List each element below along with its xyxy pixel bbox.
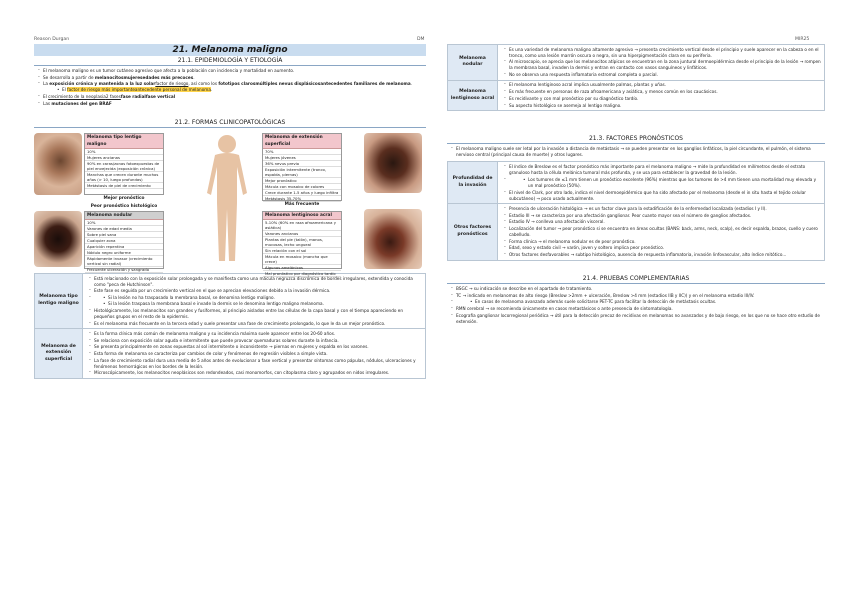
list-item: · Se presenta principalmente en zonas expuestas al sol intermitente o inconsistente → piernas en mujeres y espalda en los varones. — [89, 344, 423, 350]
lentigo-box: Melanoma tipo lentigo maligno 10% Mujeres ancianas 90% en caras/zonas fotoexpuestas de piel envejecida (exposición crónica) Manchas que crecen durante muchos años (> 10, luego profundas) Metástasis de piel de crecimiento — [84, 133, 164, 195]
list-item: · TC → indicado en melanomas de alto riesgo (Breslow >2mm + ulceración, Breslow >4 mm (estadios IIB y IIC)) y en el melanoma estadio III/IV. — [451, 293, 825, 299]
clinicopathologic-figure — [34, 131, 426, 276]
list-item: · Este fase es seguida por un crecimiento vertical en el que se aprecian elevaciones debido a la invasión dérmica. — [89, 288, 423, 294]
list-item: · Presencia de ulceración histológica → es un factor clave para la estadificación de la enfermedad localizada (estadios I y II). — [504, 206, 822, 212]
list-item: · La exposición crónica y mantenida a la luz solarfactor de riesgo, así como los fototipos clarosmúltiples nevus displásicosantecedentes familiares de melanoma. • El factor de riesgo más importanteantecedente personal de melanoma. — [38, 81, 426, 93]
forms-table-continued — [447, 44, 825, 111]
list-item: · RMN cerebral → se recomienda únicamente en casos metastásicos o ante presencia de sintomatología. — [451, 306, 825, 312]
row-label: Profundidad de la invasión — [448, 162, 498, 204]
list-item: · Es la forma clínica más común de melanoma maligno y su incidencia máxima suele aparecer entre los 20-60 años. — [89, 331, 423, 337]
header-author: Reason Durgan — [34, 37, 70, 42]
row-label: Melanoma nodular — [448, 45, 498, 81]
table-row — [448, 45, 825, 81]
lentigo-note: Mejor pronóstico — [103, 195, 145, 201]
row-label: Melanoma tipo lentigo maligno — [35, 273, 83, 328]
nodular-photo — [34, 211, 82, 267]
list-item: · El nivel de Clark, por otro lado, indica el nivel dermoepidérmico que ha sido afectado por el melanoma (desde el in situ hasta el tejido celular subcutáneo) → poco usado actualmente. — [504, 190, 822, 202]
section-title-epidemiology: 21.1. EPIDEMIOLOGÍA Y ETIOLOGÍA — [34, 57, 426, 66]
table-row — [448, 162, 825, 204]
extension-photo — [364, 133, 422, 193]
list-item: · Es recidivante y con mal pronóstico por su diagnóstico tardío. — [504, 96, 822, 102]
list-item: · El índice de Breslow es el factor pronóstico más importante para el melanoma maligno → mide la profundidad en milímetros desde el estrato granuloso hasta la célula melánica tumoral más profunda, y se usa para establecer la gravedad de la lesión. — [504, 164, 822, 176]
sub-list-item: • · Si la lesión no ha traspasado la membrana basal, se denomina lentigo maligno. — [103, 295, 423, 301]
sub-list-item: • · En casos de melanoma avanzado además suele solicitarse PET-TC para facilitar la detección de metástasis ocultas. — [470, 299, 825, 305]
sub-list-item: • El factor de riesgo más importanteantecedente personal de melanoma. — [57, 87, 426, 93]
list-item: · Al microscopio, se aprecia que los melanocitos atípicos se encuentran en la zona juntural dermoepidérmica desde el principio de la lesión → rompen la membrana basal, invaden la dermis y entran en contacto con vasos sanguíneos y linfáticos. — [504, 59, 822, 71]
table-row — [448, 80, 825, 110]
section-title-forms: 21.2. FORMAS CLINICOPATOLÓGICAS — [34, 119, 426, 128]
list-item: · Otros factores desfavorables → subtipo histológico, ausencia de respuesta inflamatoria, invasión linfovascular, alto índice mitótico... — [504, 252, 822, 258]
list-item: · Localización del tumor → peor pronóstico si se encuentra en áreas ocultas (BANS: back, arms, neck, scalp), es decir espalda, brazos, cuello y cuero cabelludo. — [504, 226, 822, 238]
acral-photo — [364, 209, 422, 269]
epidemiology-list — [34, 68, 426, 107]
list-item: · Es más frecuente en personas de raza afroamericana y asiática, y menos común en los caucásicos. — [504, 89, 822, 95]
row-label: Melanoma lentiginoso acral — [448, 80, 498, 110]
tests-list — [447, 286, 825, 325]
forms-table — [34, 273, 426, 379]
row-label: Melanoma de extensión superficial — [35, 329, 83, 379]
extension-box: Melanoma de extensión superficial 70% Mujeres jóvenes 36% nevus previo Exposición intermitente (tronco, espalda, piernas) Mejor pronóstico Mácula con mosaico de colores Crece durante 1-5 años y luego infiltra Metástasis 35-70% — [262, 133, 342, 201]
list-item: · Se relaciona con exposición solar aguda e intermitente que puede provocar quemaduras solares durante la infancia. — [89, 338, 423, 344]
histologic-note: Peor pronóstico histológico — [90, 203, 158, 209]
list-item: · Las mutaciones del gen BRAF — [38, 101, 426, 107]
nodular-box: Melanoma nodular 10% Varones de edad media Sobre piel sana Cualquier zona Aparición repentina Nódulo negro uniforme Rápidamente invasor (crecimiento vertical sin radial) Frecuente ulceración y sangrado — [84, 211, 164, 269]
list-item: · Es una variedad de melanoma maligno altamente agresivo → presenta crecimiento vertical desde el principio y suele aparecer en la cabeza o en el tronco, como una lesión marrón oscura o negra, sin una hiperpigmentación clara en su periferia. — [504, 47, 822, 59]
left-column — [34, 44, 426, 379]
list-item: · Estadio III → se caracteriza por una afectación ganglionar. Peor cuanto mayor sea el número de ganglios afectados. — [504, 213, 822, 219]
list-item: · Edad, sexo y estado civil → varón, joven y soltero implica peor pronóstico. — [504, 245, 822, 251]
prognosis-table — [447, 161, 825, 260]
list-item: · El melanoma lentiginoso acral implica usualmente palmas, plantas y uñas. — [504, 82, 822, 88]
table-row — [448, 204, 825, 261]
list-item: · La fase de crecimiento radial dura una media de 5 años antes de evolucionar a fase vertical y presentar síntomas como pápulas, nódulos, ulceraciones y fenómenos hemorrágicos en los bordes de la lesión. — [89, 358, 423, 370]
table-row — [35, 273, 426, 328]
list-item: · Su aspecto histológico se asemeja al lentigo maligno. — [504, 103, 822, 109]
chapter-title: 21. Melanoma maligno — [34, 44, 426, 56]
list-item: · El crecimiento de la neoplasia2 fasesfase radialfase vertical — [38, 94, 426, 100]
sub-list-item: • · Los tumores de ≤1 mm tienen un pronóstico excelente (96%) mientras que los tumores de >4 mm tienen una mortalidad muy elevada y un mal pronóstico (50%). — [523, 177, 822, 189]
table-row — [35, 329, 426, 379]
list-item: · Forma clínica → el melanoma nodular es de peor pronóstico. — [504, 239, 822, 245]
lentigo-photo — [34, 133, 82, 195]
header-subject: DM — [417, 37, 425, 42]
acral-box: Melanoma lentiginoso acral 5-10% (60% en raza afroamericana y asiática) Varones ancianos Plantas del pie (talón), manos, mucosas, lecho ungueal Sin relación con el sol Mácula en mosaico (mancha que crece) Algunos amelánicos Mal pronóstico por diagnóstico tardío — [262, 211, 342, 269]
list-item: · Es el melanoma más frecuente en la tercera edad y suele presentar una fase de crecimiento prolongado, lo que le da un mejor pronóstico. — [89, 321, 423, 327]
row-label: Otros factores pronósticos — [448, 204, 498, 261]
sub-list-item: • Si la lesión traspasa la membrana basal e invade la dermis se le denomina lentigo maligno melanoma. — [103, 301, 423, 307]
list-item: · Microscópicamente, los melanocitos neoplásicos son redondeados, casi monomorfos, con citoplasma claro y agrupados en nidos irregulares. — [89, 370, 423, 376]
list-item: · Estadio IV → conlleva una afectación visceral. — [504, 219, 822, 225]
right-column — [447, 44, 825, 325]
section-title-tests: 21.4. PRUEBAS COMPLEMENTARIAS — [447, 275, 825, 284]
list-item: · Histológicamente, los melanocitos son grandes y fusiformes, al principio aislados entre las células de la capa basal y con el tiempo apareciendo en pequeños grupos en el resto de la epidermis. — [89, 308, 423, 320]
list-item: · Está relacionado con la exposición solar prolongada y se manifiesta como una mácula negruzca discrómica de bordes irregulares, extendida y conocida como "peca de Hutchinson". — [89, 276, 423, 288]
list-item: · Esta forma de melanoma se caracteriza por cambios de color y fenómenos de regresión visibles a simple vista. — [89, 351, 423, 357]
list-item: · Se desarrolla a partir de melanocitosmujeresedades más precoces. — [38, 75, 426, 81]
header-code: MIR25 — [795, 37, 810, 42]
list-item: · Ecografía ganglionar locorregional periódica → útil para la detección precoz de recidivas en melanomas no avanzados y de bajo riesgo, en los que no se hace otro estudio de extensión. — [451, 313, 825, 325]
list-item: · El melanoma maligno suele ser letal por la invasión a distancia de metástasis → se pueden presentar en los ganglios linfáticos, la piel circundante, el pulmón, el sistema nervioso central (principal causa de muerte) y otros lugares. — [451, 146, 825, 158]
section-title-prognosis: 21.3. FACTORES PRONÓSTICOS — [447, 135, 825, 144]
list-item: · No se observa una respuesta inflamatoria estromal completa o parcial. — [504, 72, 822, 78]
body-silhouette — [197, 133, 257, 265]
list-item: · El melanoma maligno es un tumor cutáneo agresivo que afecta a la población con incidencia y mortalidad en aumento. — [38, 68, 426, 74]
list-item: · BSGC → su indicación se describe en el apartado de tratamiento. — [451, 286, 825, 292]
extension-note: Más frecuente — [284, 201, 320, 207]
